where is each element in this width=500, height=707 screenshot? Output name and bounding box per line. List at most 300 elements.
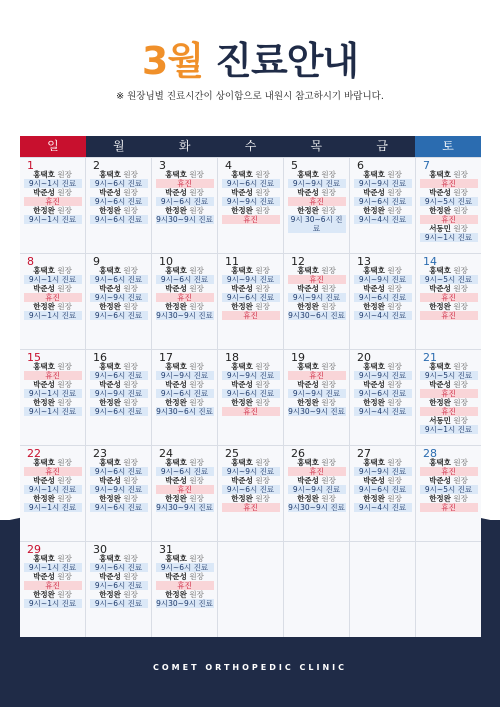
hours-badge: 9시~6시 진료 [354,197,412,206]
day-number: 7 [423,159,430,172]
doctor-schedule-list [352,266,413,320]
hours-badge: 9시~6시 진료 [222,389,280,398]
day-number: 28 [423,447,437,460]
day-number: 26 [291,447,305,460]
doctor-name [352,284,413,293]
doctor-name-text: 홍택호 [297,170,319,179]
doctor-name [418,416,479,425]
doctor-role: 원장 [252,398,270,407]
doctor-name-text: 한정완 [231,494,253,503]
hours-badge: 9시~9시 진료 [222,197,280,206]
doctor-name [418,380,479,389]
page-subtitle: ※ 원장님별 진료시간이 상이함으로 내원시 참고하시기 바랍니다. [116,91,384,102]
day-number: 25 [225,447,239,460]
day-cell [350,350,415,445]
closed-badge: 휴진 [420,467,478,476]
hours-badge: 9시~1시 진료 [24,275,82,284]
doctor-role: 원장 [252,380,270,389]
doctor-name-text: 한정완 [297,302,319,311]
doctor-name-text: 한정완 [33,590,55,599]
hours-badge: 9시~6시 진료 [90,179,148,188]
hours-badge: 9시~6시 진료 [90,275,148,284]
doctor-role: 원장 [54,398,72,407]
doctor-name [286,284,347,293]
hours-badge: 9시~4시 진료 [354,215,412,224]
doctor-role: 원장 [54,266,72,275]
doctor-schedule-list [352,458,413,512]
doctor-name-text: 한정완 [363,494,385,503]
doctor-role: 원장 [450,284,468,293]
hours-badge: 9시~6시 진료 [90,197,148,206]
doctor-name [352,188,413,197]
doctor-name-text: 홍택호 [297,362,319,371]
doctor-name [154,380,215,389]
doctor-name-text: 박준성 [297,188,319,197]
doctor-schedule-list [22,170,83,224]
day-cell [152,254,217,349]
doctor-role: 원장 [318,362,336,371]
doctor-role: 원장 [318,398,336,407]
doctor-name-text: 박준성 [363,188,385,197]
day-number: 29 [27,543,41,556]
hours-badge: 9시~1시 진료 [420,233,478,242]
closed-badge: 휴진 [420,503,478,512]
doctor-name [154,188,215,197]
doctor-role: 원장 [186,206,204,215]
doctor-name-text: 박준성 [429,476,451,485]
doctor-role: 원장 [186,380,204,389]
doctor-schedule-list [154,554,215,608]
doctor-role: 원장 [450,476,468,485]
doctor-role: 원장 [384,284,402,293]
doctor-name-text: 박준성 [33,188,55,197]
hours-badge: 9시~9시 진료 [90,485,148,494]
doctor-name [154,398,215,407]
closed-badge: 휴진 [222,407,280,416]
doctor-role: 원장 [54,206,72,215]
hours-badge: 9시30~6시 진료 [156,407,213,416]
doctor-role: 원장 [318,206,336,215]
doctor-schedule-list [220,266,281,320]
closed-badge: 휴진 [420,389,478,398]
doctor-role: 원장 [120,362,138,371]
day-number: 18 [225,351,239,364]
hours-badge: 9시~6시 진료 [222,179,280,188]
hours-badge: 9시~5시 진료 [420,371,478,380]
weekday-tue: 화 [152,136,218,157]
hours-badge: 9시~6시 진료 [354,293,412,302]
calendar [20,136,481,633]
day-cell [86,542,151,637]
hours-badge: 9시~9시 진료 [90,389,148,398]
doctor-name-text: 박준성 [33,380,55,389]
day-cell [350,446,415,541]
day-number: 15 [27,351,41,364]
closed-badge: 휴진 [24,371,82,380]
doctor-name-text: 한정완 [363,302,385,311]
doctor-name-text: 박준성 [165,380,187,389]
day-number: 2 [93,159,100,172]
day-cell [20,350,85,445]
hours-badge: 9시~6시 진료 [90,371,148,380]
doctor-name-text: 한정완 [297,398,319,407]
doctor-role: 원장 [54,554,72,563]
doctor-name-text: 박준성 [231,380,253,389]
doctor-role: 원장 [120,398,138,407]
doctor-name [22,590,83,599]
doctor-role: 원장 [54,302,72,311]
doctor-schedule-list [154,458,215,512]
doctor-name [352,494,413,503]
doctor-name [88,494,149,503]
title-text: 진료안내 [203,39,359,83]
doctor-name [352,206,413,215]
day-cell [86,158,151,253]
hours-badge: 9시~6시 진료 [354,389,412,398]
doctor-name-text: 박준성 [99,476,121,485]
doctor-name [22,494,83,503]
doctor-name-text: 홍택호 [165,170,187,179]
doctor-role: 원장 [186,302,204,311]
doctor-role: 원장 [450,266,468,275]
doctor-role: 원장 [54,476,72,485]
doctor-name [418,284,479,293]
doctor-name [154,302,215,311]
closed-badge: 휴진 [24,197,82,206]
day-cell [284,158,349,253]
closed-badge: 휴진 [156,485,214,494]
weekday-thu: 목 [283,136,349,157]
doctor-name [418,206,479,215]
doctor-name [22,206,83,215]
day-cell [416,446,481,541]
doctor-role: 원장 [450,362,468,371]
doctor-name-text: 한정완 [363,398,385,407]
day-number: 13 [357,255,371,268]
doctor-name-text: 홍택호 [99,554,121,563]
hours-badge: 9시~6시 진료 [90,407,148,416]
doctor-name [88,398,149,407]
doctor-name [22,188,83,197]
doctor-name-text: 박준성 [99,380,121,389]
calendar-grid [20,157,481,637]
doctor-role: 원장 [450,224,468,233]
day-number: 23 [93,447,107,460]
day-cell [20,542,85,637]
day-number: 3 [159,159,166,172]
doctor-name-text: 홍택호 [99,170,121,179]
hours-badge: 9시~6시 진료 [222,293,280,302]
closed-badge: 휴진 [420,293,478,302]
doctor-name [220,284,281,293]
doctor-name-text: 홍택호 [429,362,451,371]
day-number: 27 [357,447,371,460]
doctor-role: 원장 [120,590,138,599]
doctor-role: 원장 [120,302,138,311]
doctor-name [154,206,215,215]
doctor-name [154,572,215,581]
doctor-schedule-list [286,458,347,512]
doctor-role: 원장 [384,458,402,467]
hours-badge: 9시~5시 진료 [420,485,478,494]
doctor-name [88,284,149,293]
doctor-name [286,188,347,197]
day-cell [20,158,85,253]
doctor-name-text: 박준성 [429,284,451,293]
hours-badge: 9시~9시 진료 [90,293,148,302]
hours-badge: 9시~4시 진료 [354,503,412,512]
doctor-name-text: 홍택호 [165,266,187,275]
day-cell [152,350,217,445]
doctor-role: 원장 [252,494,270,503]
day-number: 24 [159,447,173,460]
doctor-name-text: 홍택호 [297,266,319,275]
doctor-name-text: 홍택호 [231,458,253,467]
day-number: 1 [27,159,34,172]
hours-badge: 9시~1시 진료 [24,389,82,398]
doctor-name-text: 한정완 [429,398,451,407]
doctor-name-text: 홍택호 [363,458,385,467]
doctor-name-text: 한정완 [99,302,121,311]
doctor-name [88,590,149,599]
day-number: 20 [357,351,371,364]
hours-badge: 9시~5시 진료 [420,197,478,206]
day-cell [20,254,85,349]
day-number: 5 [291,159,298,172]
doctor-name [418,188,479,197]
doctor-name-text: 홍택호 [99,458,121,467]
hours-badge: 9시~9시 진료 [354,275,412,284]
hours-badge: 9시~1시 진료 [24,311,82,320]
doctor-name [286,302,347,311]
doctor-name-text: 한정완 [165,494,187,503]
day-cell [218,254,283,349]
hours-badge: 9시~6시 진료 [222,485,280,494]
day-number: 9 [93,255,100,268]
doctor-role: 원장 [318,188,336,197]
doctor-role: 원장 [54,380,72,389]
doctor-name [418,302,479,311]
doctor-name-text: 홍택호 [429,170,451,179]
doctor-role: 원장 [384,476,402,485]
doctor-name [22,476,83,485]
doctor-role: 원장 [120,494,138,503]
hours-badge: 9시~6시 진료 [156,389,214,398]
doctor-role: 원장 [318,302,336,311]
day-number: 4 [225,159,232,172]
doctor-role: 원장 [318,476,336,485]
doctor-name [352,380,413,389]
doctor-role: 원장 [54,284,72,293]
doctor-role: 원장 [54,458,72,467]
doctor-name [220,476,281,485]
hours-badge: 9시~6시 진료 [90,467,148,476]
day-cell [350,254,415,349]
doctor-name [286,476,347,485]
doctor-role: 원장 [120,380,138,389]
doctor-schedule-list [22,362,83,416]
day-cell [86,350,151,445]
doctor-role: 원장 [186,572,204,581]
doctor-name-text: 박준성 [231,188,253,197]
doctor-name [352,302,413,311]
doctor-role: 원장 [54,170,72,179]
day-number: 30 [93,543,107,556]
doctor-name-text: 박준성 [99,572,121,581]
doctor-name-text: 홍택호 [429,458,451,467]
doctor-role: 원장 [120,458,138,467]
doctor-name [154,494,215,503]
doctor-name [220,494,281,503]
doctor-name-text: 홍택호 [165,554,187,563]
doctor-name-text: 한정완 [297,494,319,503]
hours-badge: 9시~9시 진료 [354,371,412,380]
doctor-role: 원장 [384,380,402,389]
doctor-schedule-list [220,458,281,512]
empty-cell [416,542,481,637]
weekday-header [20,136,481,157]
doctor-role: 원장 [318,284,336,293]
doctor-schedule-list [220,170,281,224]
doctor-name-text: 박준성 [297,380,319,389]
doctor-name-text: 한정완 [165,206,187,215]
closed-badge: 휴진 [420,215,478,224]
doctor-role: 원장 [186,590,204,599]
hours-badge: 9시~6시 진료 [156,275,214,284]
doctor-name-text: 한정완 [99,494,121,503]
doctor-name-text: 박준성 [165,476,187,485]
weekday-mon: 월 [86,136,152,157]
doctor-schedule-list [88,266,149,320]
doctor-name-text: 박준성 [165,284,187,293]
day-cell [284,254,349,349]
doctor-name-text: 홍택호 [231,266,253,275]
day-cell [416,158,481,253]
doctor-role: 원장 [384,170,402,179]
doctor-role: 원장 [252,188,270,197]
doctor-role: 원장 [318,266,336,275]
weekday-sun: 일 [20,136,86,157]
doctor-role: 원장 [252,458,270,467]
doctor-role: 원장 [450,380,468,389]
doctor-role: 원장 [186,266,204,275]
hours-badge: 9시~9시 진료 [288,485,346,494]
hours-badge: 9시~9시 진료 [222,371,280,380]
doctor-name [418,476,479,485]
doctor-name-text: 박준성 [33,284,55,293]
doctor-role: 원장 [450,206,468,215]
doctor-name-text: 박준성 [231,476,253,485]
doctor-role: 원장 [186,188,204,197]
doctor-name-text: 홍택호 [231,362,253,371]
hours-badge: 9시~6시 진료 [354,485,412,494]
doctor-role: 원장 [318,170,336,179]
hours-badge: 9시30~9시 진료 [288,407,345,416]
doctor-name-text: 한정완 [363,206,385,215]
day-cell [284,350,349,445]
doctor-name [88,302,149,311]
doctor-name-text: 박준성 [297,284,319,293]
doctor-role: 원장 [54,572,72,581]
hours-badge: 9시~6시 진료 [90,503,148,512]
doctor-schedule-list [88,362,149,416]
hours-badge: 9시~1시 진료 [24,215,82,224]
doctor-name [88,206,149,215]
doctor-role: 원장 [120,284,138,293]
doctor-name-text: 한정완 [99,398,121,407]
page-title [0,30,500,85]
doctor-name [154,476,215,485]
doctor-name-text: 박준성 [165,572,187,581]
doctor-name-text: 홍택호 [165,458,187,467]
doctor-role: 원장 [252,302,270,311]
doctor-role: 원장 [252,284,270,293]
closed-badge: 휴진 [288,371,346,380]
doctor-role: 원장 [384,266,402,275]
doctor-role: 원장 [186,494,204,503]
hours-badge: 9시30~6시 진료 [288,311,345,320]
doctor-role: 원장 [384,302,402,311]
closed-badge: 휴진 [222,311,280,320]
day-number: 8 [27,255,34,268]
hours-badge: 9시~6시 진료 [90,311,148,320]
doctor-name [154,590,215,599]
hours-badge: 9시~1시 진료 [24,485,82,494]
doctor-name-text: 홍택호 [363,266,385,275]
doctor-name-text: 한정완 [231,206,253,215]
doctor-role: 원장 [54,188,72,197]
doctor-name [22,398,83,407]
doctor-name-text: 박준성 [165,188,187,197]
doctor-schedule-list [22,554,83,608]
closed-badge: 휴진 [156,293,214,302]
day-cell [20,446,85,541]
doctor-schedule-list [352,362,413,416]
day-cell [152,158,217,253]
doctor-name-text: 박준성 [363,380,385,389]
hours-badge: 9시~1시 진료 [24,407,82,416]
doctor-name-text: 한정완 [165,590,187,599]
doctor-schedule-list [352,170,413,224]
doctor-role: 원장 [450,494,468,503]
doctor-role: 원장 [54,494,72,503]
hours-badge: 9시~9시 진료 [354,179,412,188]
doctor-role: 원장 [54,362,72,371]
doctor-name-text: 한정완 [165,398,187,407]
doctor-name-text: 홍택호 [363,170,385,179]
doctor-role: 원장 [318,458,336,467]
doctor-name-text: 박준성 [429,188,451,197]
doctor-role: 원장 [120,572,138,581]
doctor-name-text: 한정완 [165,302,187,311]
closed-badge: 휴진 [24,581,82,590]
hours-badge: 9시~9시 진료 [288,293,346,302]
doctor-name-text: 한정완 [231,302,253,311]
hours-badge: 9시~1시 진료 [420,425,478,434]
doctor-schedule-list [22,266,83,320]
doctor-schedule-list [154,170,215,224]
hours-badge: 9시~6시 진료 [90,581,148,590]
title-month: 3월 [141,39,204,83]
doctor-name-text: 박준성 [231,284,253,293]
doctor-name [286,494,347,503]
doctor-name-text: 한정완 [33,494,55,503]
doctor-role: 원장 [384,206,402,215]
doctor-name [220,188,281,197]
day-number: 17 [159,351,173,364]
doctor-schedule-list [154,362,215,416]
doctor-role: 원장 [186,170,204,179]
